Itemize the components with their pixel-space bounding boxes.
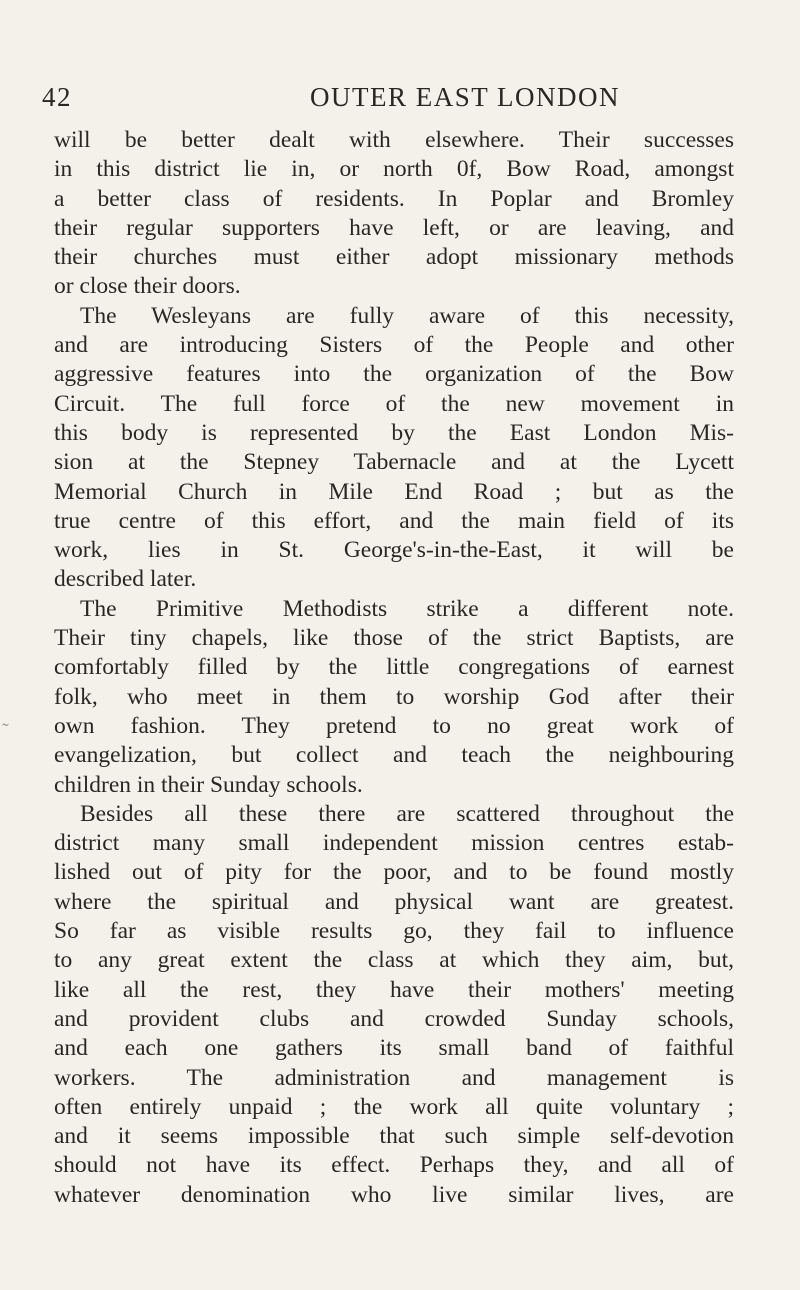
text-line: a better class of residents. In Poplar and Bromley [54, 185, 734, 212]
text-line: comfortably filled by the little congregations of earnest [54, 654, 734, 681]
text-line: and provident clubs and crowded Sunday schools, [54, 1005, 734, 1032]
text-line: So far as visible results go, they fail to influence [54, 918, 734, 945]
text-line: folk, who meet in them to worship God after their [54, 683, 734, 710]
text-line: work, lies in St. George's-in-the-East, it will be [54, 537, 734, 564]
paragraph-start: The Primitive Methodists strike a different note. [80, 595, 734, 622]
margin-mark: ˜ [2, 720, 9, 742]
text-line: whatever denomination who live similar lives, are [54, 1181, 734, 1208]
text-line: evangelization, but collect and teach the neighbouring [54, 742, 734, 769]
text-line: workers. The administration and management is [54, 1064, 734, 1091]
text-line: should not have its effect. Perhaps they, and all of [54, 1152, 734, 1179]
text-line: and each one gathers its small band of faithful [54, 1035, 734, 1062]
text-line: own fashion. They pretend to no great work of [54, 712, 734, 739]
text-line: sion at the Stepney Tabernacle and at the Lycett [54, 449, 734, 476]
text-line: where the spiritual and physical want are greatest. [54, 888, 734, 915]
text-line: and it seems impossible that such simple self-devotion [54, 1123, 734, 1150]
text-line: often entirely unpaid ; the work all quite voluntary ; [54, 1093, 734, 1120]
text-line: this body is represented by the East London Mis- [54, 419, 734, 446]
text-line: and are introducing Sisters of the People and other [54, 332, 734, 359]
text-line: or close their doors. [54, 273, 241, 300]
text-line: like all the rest, they have their mothers' meeting [54, 976, 734, 1003]
text-line: described later. [54, 566, 197, 593]
text-line: Circuit. The full force of the new movement in [54, 390, 734, 417]
paragraph-start: The Wesleyans are fully aware of this necessity, [80, 302, 734, 329]
text-line: to any great extent the class at which they aim, but, [54, 947, 734, 974]
text-line: will be better dealt with elsewhere. Their successes [54, 127, 734, 153]
text-line: children in their Sunday schools. [54, 771, 363, 798]
text-line: aggressive features into the organization of the Bow [54, 361, 734, 388]
text-line: true centre of this effort, and the main field of its [54, 507, 734, 534]
page-number: 42 [42, 82, 72, 112]
running-title: OUTER EAST LONDON [310, 82, 620, 112]
text-line: lished out of pity for the poor, and to be found mostly [54, 859, 734, 886]
text-line: in this district lie in, or north 0f, Bow Road, amongst [54, 156, 734, 183]
paragraph-start: Besides all these there are scattered throughout the [80, 800, 734, 827]
running-head [42, 82, 742, 122]
text-line: Their tiny chapels, like those of the strict Baptists, are [54, 625, 734, 652]
text-line: their churches must either adopt missionary methods [54, 244, 734, 271]
text-line: their regular supporters have left, or are leaving, and [54, 214, 734, 241]
body-text [54, 126, 734, 1210]
text-line: Memorial Church in Mile End Road ; but as the [54, 478, 734, 505]
text-line: district many small independent mission centres estab- [54, 830, 734, 857]
